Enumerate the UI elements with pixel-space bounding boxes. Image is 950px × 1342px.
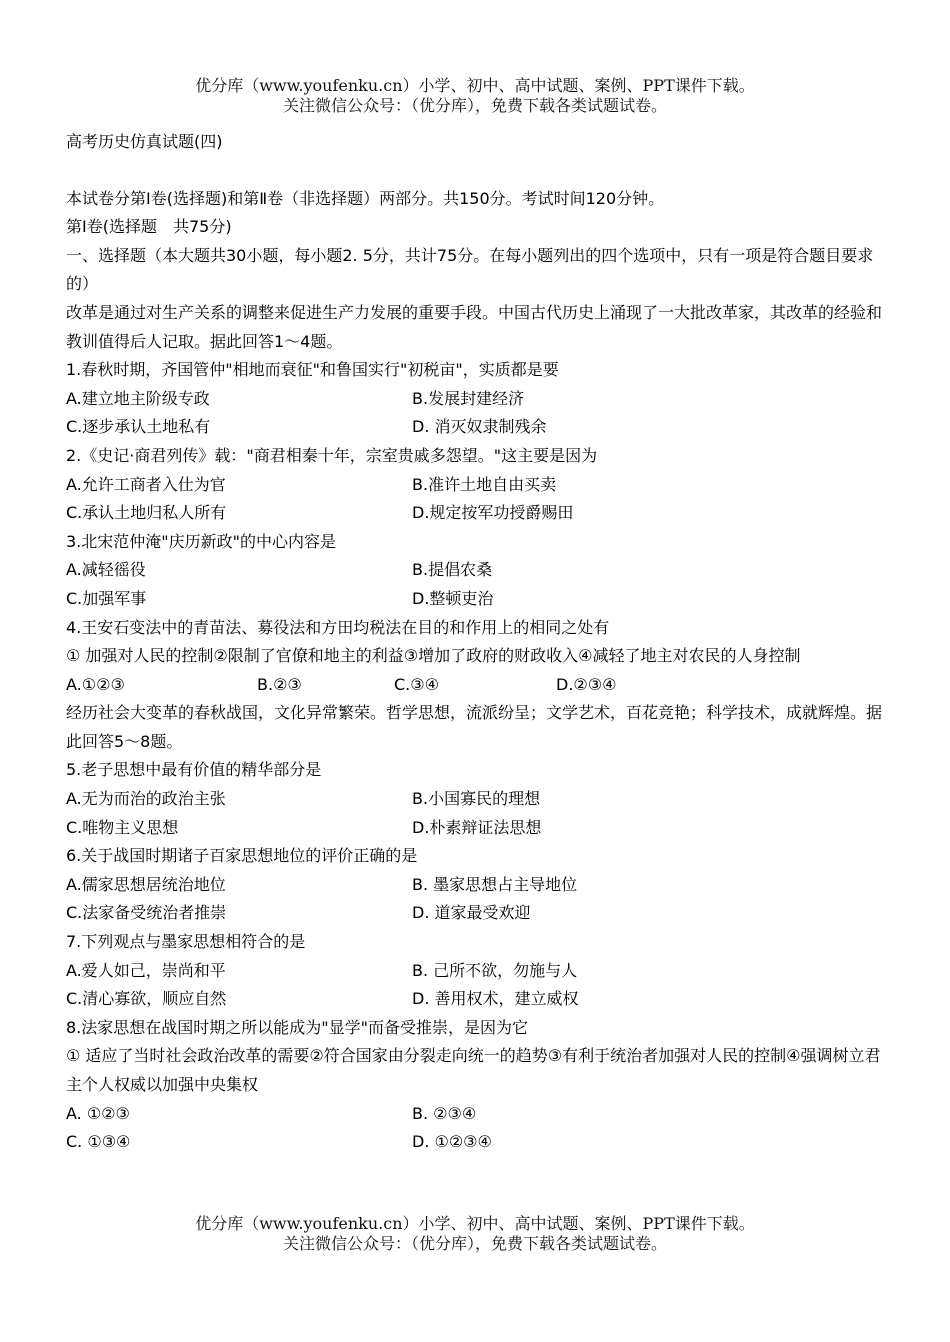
question-3	[66, 528, 886, 614]
option-b: B. 己所不欲，勿施与人	[412, 960, 578, 980]
option-a: A.减轻徭役	[66, 560, 146, 580]
question-6	[66, 842, 886, 928]
page-header	[0, 76, 950, 116]
option-c: C.加强军事	[66, 588, 147, 608]
passage-1: 改革是通过对生产关系的调整来促进生产力发展的重要手段。中国古代历史上涌现了一大批改革家，其改革的经验和教训值得后人记取。据此回答1～4题。	[66, 302, 883, 351]
option-d: D. 消灭奴隶制残余	[412, 417, 547, 437]
question-stem: 1.春秋时期，齐国管仲"相地而衰征"和鲁国实行"初税亩"，实质都是要	[66, 360, 559, 380]
option-c: C.逐步承认土地私有	[66, 417, 211, 437]
option-d: D. 善用权术，建立威权	[412, 989, 579, 1009]
question-5	[66, 756, 886, 842]
question-stem: 3.北宋范仲淹"庆历新政"的中心内容是	[66, 531, 336, 551]
option-b: B. 墨家思想占主导地位	[412, 874, 578, 894]
question-stem: 5.老子思想中最有价值的精华部分是	[66, 760, 322, 780]
question-stem: 6.关于战国时期诸子百家思想地位的评价正确的是	[66, 846, 418, 866]
page-footer	[0, 1214, 950, 1254]
option-b: B.提倡农桑	[412, 560, 493, 580]
question-8	[66, 1014, 886, 1157]
option-c: C.清心寡欲，顺应自然	[66, 989, 227, 1009]
part-one-heading: 第Ⅰ卷(选择题 共75分)	[66, 217, 232, 237]
option-b: B.小国寡民的理想	[412, 789, 541, 809]
doc-title: 高考历史仿真试题(四)	[66, 132, 223, 151]
option-c: C.承认土地归私人所有	[66, 503, 227, 523]
question-items: ① 加强对人民的控制②限制了官僚和地主的利益③增加了政府的财政收入④减轻了地主对农民的人身控制	[66, 646, 801, 666]
footer-line-2: 关注微信公众号：（优分库），免费下载各类试题试卷。	[282, 1234, 667, 1253]
header-line-1: 优分库（www.youfenku.cn）小学、初中、高中试题、案例、PPT课件下载。	[195, 76, 755, 95]
document-body	[66, 128, 886, 1157]
option-a: A.建立地主阶级专政	[66, 388, 210, 408]
option-a: A.儒家思想居统治地位	[66, 874, 226, 894]
section-one-instructions: 一、选择题（本大题共30小题，每小题2. 5分，共计75分。在每小题列出的四个选项中，只有一项是符合题目要求的）	[66, 245, 874, 294]
option-d: D.整顿吏治	[412, 588, 494, 608]
passage-2: 经历社会大变革的春秋战国，文化异常繁荣。哲学思想，流派纷呈；文学艺术，百花竞艳；科学技术，成就辉煌。据此回答5～8题。	[66, 703, 883, 751]
option-c: C.唯物主义思想	[66, 817, 179, 837]
option-c: C.③④	[394, 674, 439, 694]
option-b: B.发展封建经济	[412, 388, 525, 408]
option-d: D. ①②③④	[412, 1132, 492, 1152]
question-items: ① 适应了当时社会政治改革的需要②符合国家由分裂走向统一的趋势③有利于统治者加强对人民的控制④强调树立君主个人权威以加强中央集权	[66, 1046, 881, 1094]
option-c: C.法家备受统治者推崇	[66, 903, 227, 923]
question-1	[66, 356, 886, 442]
option-d: D. 道家最受欢迎	[412, 903, 531, 923]
option-b: B.②③	[257, 674, 302, 694]
question-stem: 4.王安石变法中的青苗法、募役法和方田均税法在目的和作用上的相同之处有	[66, 617, 610, 637]
footer-line-1: 优分库（www.youfenku.cn）小学、初中、高中试题、案例、PPT课件下载。	[195, 1214, 755, 1233]
question-2	[66, 442, 886, 528]
option-a: A.无为而治的政治主张	[66, 789, 226, 809]
question-7	[66, 928, 886, 1014]
option-a: A.①②③	[66, 674, 125, 694]
exam-intro: 本试卷分第Ⅰ卷(选择题)和第Ⅱ卷（非选择题）两部分。共150分。考试时间120分钟。	[66, 188, 665, 208]
option-c: C. ①③④	[66, 1132, 131, 1152]
option-d: D.②③④	[556, 674, 617, 694]
header-line-2: 关注微信公众号：（优分库），免费下载各类试题试卷。	[282, 96, 667, 115]
question-stem: 8.法家思想在战国时期之所以能成为"显学"而备受推崇，是因为它	[66, 1017, 528, 1037]
option-b: B. ②③④	[412, 1103, 477, 1123]
option-a: A. ①②③	[66, 1103, 130, 1123]
option-d: D.朴素辩证法思想	[412, 817, 542, 837]
question-stem: 7.下列观点与墨家思想相符合的是	[66, 932, 306, 952]
question-stem: 2.《史记·商君列传》载："商君相秦十年，宗室贵戚多怨望。"这主要是因为	[66, 445, 598, 465]
option-a: A.允许工商者入仕为官	[66, 474, 226, 494]
question-4	[66, 614, 886, 700]
option-b: B.准许土地自由买卖	[412, 474, 557, 494]
option-a: A.爱人如己，崇尚和平	[66, 960, 226, 980]
option-d: D.规定按军功授爵赐田	[412, 503, 574, 523]
